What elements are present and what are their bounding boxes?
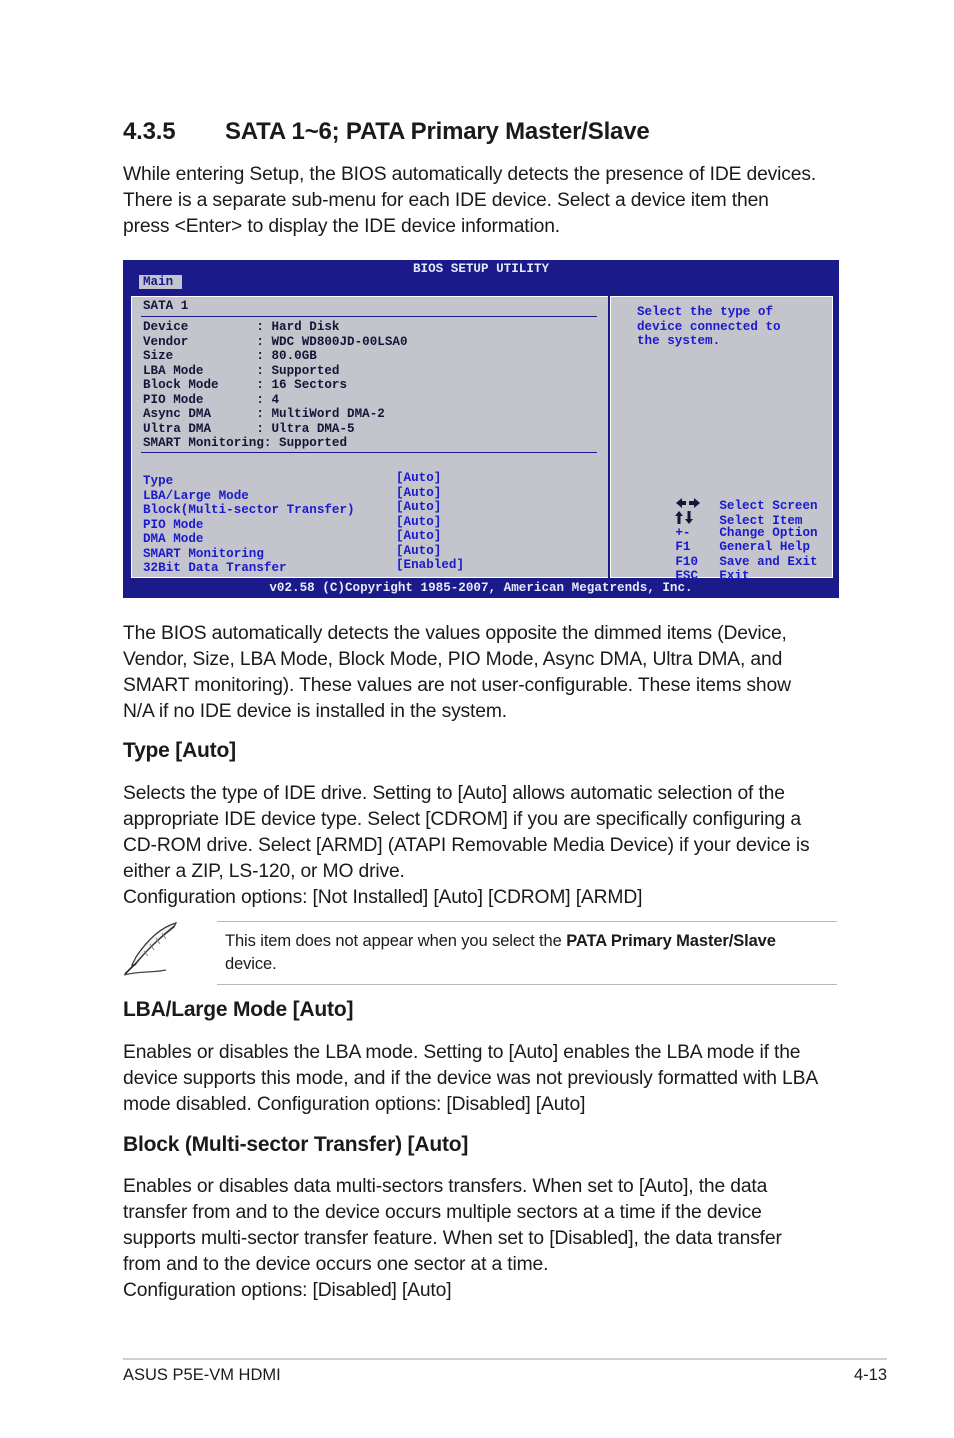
tab-main[interactable]: Main [139, 275, 182, 289]
setting-value: [Auto] [396, 500, 442, 514]
note-top-rule [217, 921, 837, 922]
type-paragraph [123, 781, 843, 911]
block-paragraph [123, 1174, 843, 1304]
bios-title: BIOS SETUP UTILITY [412, 262, 550, 276]
key-desc: Exit [719, 569, 750, 583]
key-desc: Select Screen [719, 498, 818, 513]
block-heading: Block (Multi-sector Transfer) [Auto] [123, 1133, 469, 1156]
para-line: Vendor, Size, LBA Mode, Block Mode, PIO Mode, Async DMA, Ultra DMA, and [123, 649, 783, 670]
para-line: from and to the device occurs one sector at a time. [123, 1254, 549, 1275]
para-line: Configuration options: [Not Installed] [Auto] [CDROM] [ARMD] [123, 887, 643, 908]
info-row-block-mode: Block Mode : 16 Sectors [143, 378, 348, 392]
para-line: either a ZIP, LS-120, or MO drive. [123, 861, 405, 882]
para-line: transfer from and to the device occurs multiple sectors at a time if the device [123, 1202, 762, 1223]
intro-line: press <Enter> to display the IDE device information. [123, 216, 560, 237]
intro-line: While entering Setup, the BIOS automatically detects the presence of IDE devices. [123, 164, 817, 185]
info-row-vendor: Vendor : WDC WD800JD-00LSA0 [143, 334, 408, 349]
info-row-pio-mode: PIO Mode : 4 [143, 392, 280, 407]
setting-value: [Enabled] [396, 558, 465, 572]
footer-product: ASUS P5E-VM HDMI [123, 1366, 281, 1384]
setting-block-transfer[interactable] [143, 500, 442, 517]
bios-screenshot [123, 260, 839, 598]
setting-type[interactable] [143, 471, 442, 488]
key-label: F10 [675, 554, 699, 569]
note-text-start: This item does not appear when you select the [225, 932, 567, 950]
help-text [637, 305, 781, 349]
note-text-bold: PATA Primary Master/Slave [566, 932, 776, 950]
help-line: the system. [637, 334, 721, 348]
section-number: 4.3.5 [123, 118, 176, 145]
para-line: mode disabled. Configuration options: [Disabled] [Auto] [123, 1094, 586, 1115]
help-line: device connected to [637, 319, 781, 334]
note-text-end: device. [225, 955, 277, 973]
para-line: N/A if no IDE device is installed in the system. [123, 701, 507, 722]
setting-label: SMART Monitoring [143, 546, 264, 561]
setting-label: LBA/Large Mode [143, 488, 249, 503]
setting-label: Block(Multi-sector Transfer) [143, 503, 355, 517]
info-row-async-dma: Async DMA : MultiWord DMA-2 [143, 407, 385, 421]
note-bottom-rule [217, 984, 837, 985]
lba-paragraph [123, 1040, 843, 1118]
setting-value: [Auto] [396, 514, 442, 529]
key-desc: General Help [719, 540, 811, 554]
setting-label: Type [143, 474, 174, 488]
para-line: appropriate IDE device type. Select [CDROM] if you are specifically configuring a [123, 809, 802, 830]
settings-list [143, 471, 465, 575]
setting-value: [Auto] [396, 471, 442, 485]
setting-label: PIO Mode [143, 517, 204, 532]
key-label: +- [675, 525, 691, 540]
section-heading [123, 118, 650, 146]
info-row-device: Device : Hard Disk [143, 320, 340, 334]
intro-paragraph [123, 162, 843, 240]
intro-line: There is a separate sub-menu for each IDE device. Select a device item then [123, 190, 769, 211]
setting-value: [Auto] [396, 543, 442, 558]
para-line: Enables or disables data multi-sectors transfers. When set to [Auto], the data [123, 1176, 768, 1197]
setting-smart-monitoring[interactable] [143, 543, 442, 561]
auto-detect-paragraph [123, 621, 843, 725]
para-line: SMART monitoring). These values are not user-configurable. These items show [123, 675, 791, 696]
footer-page-number: 4-13 [853, 1366, 887, 1384]
setting-value: [Auto] [396, 485, 442, 500]
setting-lba-large-mode[interactable] [143, 485, 442, 503]
para-line: Enables or disables the LBA mode. Setting to [Auto] enables the LBA mode if the [123, 1042, 801, 1063]
info-row-size: Size : 80.0GB [143, 349, 317, 363]
key-desc: Change Option [719, 525, 818, 540]
para-line: Selects the type of IDE drive. Setting to [Auto] allows automatic selection of the [123, 783, 785, 804]
lba-heading: LBA/Large Mode [Auto] [123, 998, 354, 1021]
info-row-smart: SMART Monitoring: Supported [143, 436, 348, 450]
type-heading: Type [Auto] [123, 739, 236, 762]
feather-pen-icon [122, 921, 180, 977]
setting-32bit-transfer[interactable] [143, 558, 465, 575]
panel-title: SATA 1 [143, 299, 189, 313]
setting-label: 32Bit Data Transfer [143, 561, 287, 575]
device-info-list [143, 320, 408, 451]
key-desc: Select Item [719, 514, 803, 528]
note-text [225, 930, 835, 976]
divider [141, 452, 597, 453]
footer-rule [123, 1358, 887, 1360]
para-line: CD-ROM drive. Select [ARMD] (ATAPI Removable Media Device) if your device is [123, 835, 810, 856]
key-desc: Save and Exit [719, 554, 818, 569]
setting-value: [Auto] [396, 529, 442, 543]
info-row-ultra-dma: Ultra DMA : Ultra DMA-5 [143, 421, 355, 436]
key-label: F1 [675, 540, 691, 554]
para-line: The BIOS automatically detects the values opposite the dimmed items (Device, [123, 623, 787, 644]
divider [141, 316, 597, 317]
key-label: ESC [675, 569, 699, 583]
setting-dma-mode[interactable] [143, 529, 442, 546]
para-line: device supports this mode, and if the device was not previously formatted with LBA [123, 1068, 819, 1089]
bios-copyright: v02.58 (C)Copyright 1985-2007, American Megatrends, Inc. [269, 581, 693, 595]
info-row-lba-mode: LBA Mode : Supported [143, 363, 340, 378]
help-line: Select the type of [637, 305, 774, 319]
setting-pio-mode[interactable] [143, 514, 442, 532]
para-line: Configuration options: [Disabled] [Auto] [123, 1280, 452, 1301]
bios-help-panel [608, 294, 835, 583]
para-line: supports multi-sector transfer feature. When set to [Disabled], the data transfer [123, 1228, 782, 1249]
section-title: SATA 1~6; PATA Primary Master/Slave [225, 118, 650, 145]
bios-main-panel [129, 294, 611, 580]
setting-label: DMA Mode [143, 532, 204, 546]
